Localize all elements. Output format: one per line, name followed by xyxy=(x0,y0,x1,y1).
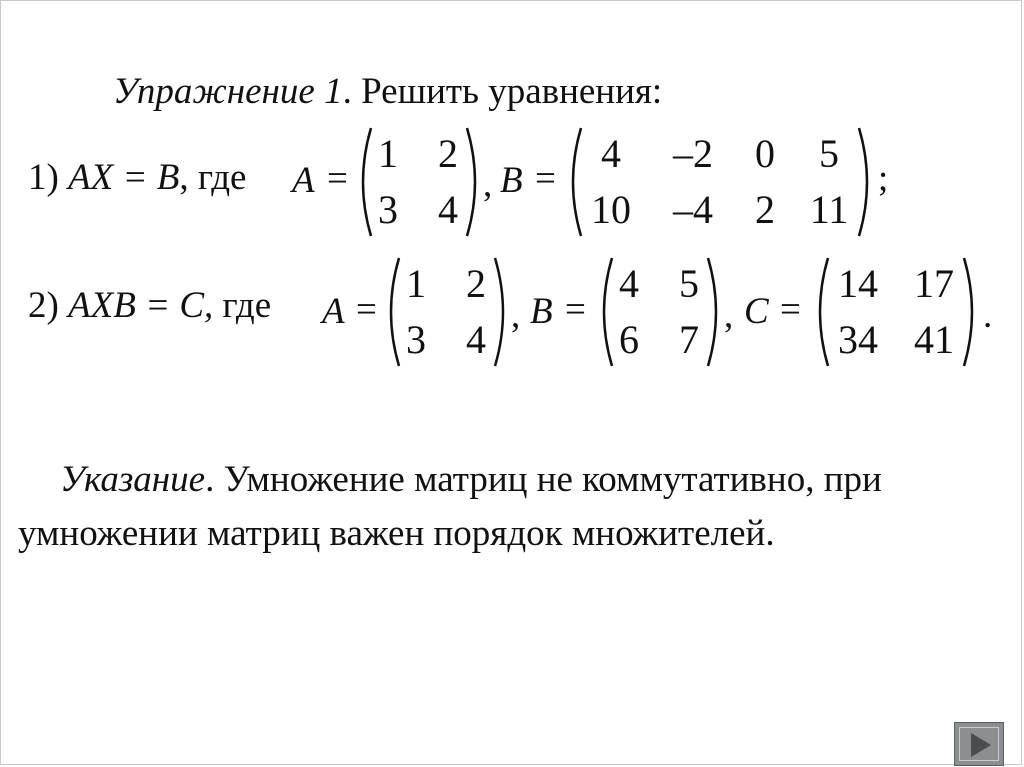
hint-line-2: умножении матриц важен порядок множителей. xyxy=(18,513,775,554)
eq1-end: ; xyxy=(878,158,889,199)
eq1-b-name: B xyxy=(500,160,523,201)
equation-1-label xyxy=(28,156,246,199)
eq2-where: где xyxy=(213,285,272,326)
eq2-matrix-c xyxy=(812,254,980,370)
eq1-matrix-a xyxy=(355,124,483,240)
matrix-cell: 14 xyxy=(838,261,878,306)
eq2-c-name: C xyxy=(744,291,769,332)
matrix-cell: 2 xyxy=(755,187,775,232)
play-triangle-icon xyxy=(955,723,1005,767)
eq1-b-equals: = xyxy=(535,158,556,199)
matrix-cell: 17 xyxy=(914,261,954,306)
matrix-cell: 5 xyxy=(679,261,699,306)
eq2-b-equals: = xyxy=(565,289,586,330)
matrix-cell: –4 xyxy=(673,187,713,232)
eq1-a-equals: = xyxy=(327,158,348,199)
matrix-cell: 7 xyxy=(679,317,699,362)
exercise-title-rest: . Решить уравнения: xyxy=(342,71,663,112)
hint-line-1-text xyxy=(60,458,882,501)
hint-line-1-rest: . Умножение матриц не коммутативно, при xyxy=(205,459,882,500)
eq2-matrix-a xyxy=(383,254,511,370)
matrix-cell: 10 xyxy=(591,187,631,232)
hint-line-1 xyxy=(60,458,985,501)
eq1-matrix-b xyxy=(565,124,875,240)
eq2-matrix-b xyxy=(596,254,724,370)
matrix-cell: 2 xyxy=(466,261,486,306)
matrix-cell: 41 xyxy=(914,317,954,362)
equation-2-label xyxy=(28,284,271,327)
matrix-cell: –2 xyxy=(673,131,713,176)
eq2-equation: AXB = C, xyxy=(68,285,214,326)
eq2-b-name: B xyxy=(530,291,553,332)
eq1-comma: , xyxy=(483,164,493,205)
matrix-cell: 6 xyxy=(619,317,639,362)
hint-italic: Указание xyxy=(60,459,206,500)
matrix-cell: 34 xyxy=(838,317,878,362)
eq1-where: , где xyxy=(179,157,247,198)
eq1-number: 1) xyxy=(28,157,69,198)
eq2-c-equals: = xyxy=(780,289,801,330)
eq2-number: 2) xyxy=(28,285,69,326)
next-slide-button[interactable] xyxy=(954,722,1004,766)
exercise-title xyxy=(113,70,662,113)
eq2-end: . xyxy=(983,295,993,336)
eq2-a-equals: = xyxy=(356,289,377,330)
matrix-cell: 5 xyxy=(819,131,839,176)
matrix-cell: 4 xyxy=(438,187,458,232)
matrix-cell: 3 xyxy=(378,187,398,232)
eq2-comma-1: , xyxy=(511,295,521,336)
exercise-title-italic: Упражнение 1 xyxy=(113,71,343,112)
eq1-a-name: A xyxy=(292,160,315,201)
eq1-equation: AX = B xyxy=(68,157,180,198)
matrix-cell: 4 xyxy=(601,131,621,176)
matrix-cell: 3 xyxy=(406,317,426,362)
matrix-cell: 11 xyxy=(809,187,849,232)
matrix-cell: 0 xyxy=(755,131,775,176)
eq2-comma-2: , xyxy=(724,295,734,336)
matrix-cell: 2 xyxy=(438,131,458,176)
matrix-cell: 1 xyxy=(406,261,426,306)
eq2-a-name: A xyxy=(322,291,345,332)
matrix-cell: 4 xyxy=(466,317,486,362)
matrix-cell: 1 xyxy=(378,131,398,176)
matrix-cell: 4 xyxy=(619,261,639,306)
